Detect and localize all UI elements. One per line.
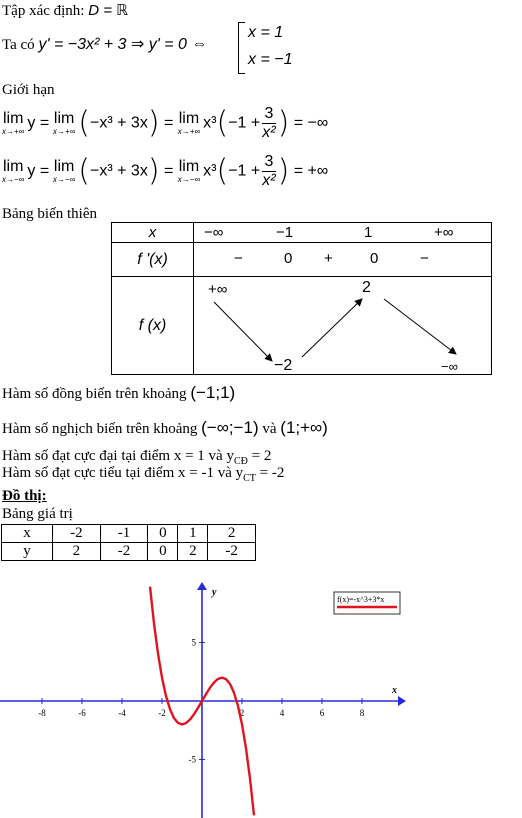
derivative-expr: y' = −3x² + 3 ⇒ y' = 0 ⇔ [38,36,208,53]
vt-sign-2: + [324,250,333,267]
vt2-y-cell: 2 [53,543,101,561]
vt-f-row [194,277,492,375]
fraction: $\frac{3}{\text{x²}}$ [262,105,276,142]
limit-row-minus: lim x→−∞ y = lim x→−∞ (−x³ + 3x) = lim x→−∞ x³(−1 + $\frac{3}{\text{x²}}$ ) = +∞ [2,153,329,190]
vt-x-label: x [112,223,194,243]
solution-x1: x = 1 [248,24,284,41]
derivative-prefix: Ta có [2,37,35,53]
max-line: Hàm số đạt cực đại tại điểm x = 1 và $y_{CĐ} = 2$ [2,448,272,467]
value-table-heading: Bảng giá trị [2,506,73,522]
derivative-line [2,36,207,54]
y-tick-label: -5 [188,754,196,765]
x-tick-label: -6 [78,708,86,718]
decreasing-line: Hàm số nghịch biến trên khoảng (−∞;−1) và (1;+∞) [2,418,328,437]
limits-heading: Giới hạn [2,82,55,98]
x-axis-label: x [392,685,397,696]
x-tick-label: -8 [38,708,46,718]
vt-sign-row [194,243,492,277]
domain-line [2,2,128,20]
decreasing-interval-2: (1;+∞) [280,418,328,437]
variation-heading: Bảng biến thiên [2,206,97,222]
vt2-y-cell: -2 [100,543,148,561]
limit-result-1: −∞ [307,114,329,132]
x-tick-label: -4 [118,708,126,718]
x-tick-label: -2 [158,708,166,718]
vt-f-start: +∞ [208,281,228,298]
vt2-x-label: x [2,525,53,543]
value-table [1,524,256,561]
y-axis-arrow [197,582,207,590]
vt-x-1: −1 [276,224,294,241]
vt2-x-cell: -2 [53,525,101,543]
vt-sign-1: 0 [284,250,293,267]
x-tick-label: 4 [279,708,285,718]
increasing-line: Hàm số đồng biến trên khoảng (−1;1) [2,383,236,402]
x-tick-label: 6 [319,708,325,718]
vt2-y-cell: -2 [208,543,256,561]
function-graph [0,582,522,818]
limit-row-plus: lim x→+∞ y = lim x→+∞ (−x³ + 3x) = lim x→+∞ x³(−1 + $\frac{3}{\text{x²}}$ ) = −∞ [2,105,329,142]
vt-sign-3: 0 [370,250,379,267]
vt2-y-label: y [2,543,53,561]
x-tick-label: 2 [239,708,245,718]
vt2-x-cell: 0 [148,525,178,543]
lim-factored: lim x→−∞ [177,158,201,185]
x-tick-label: 8 [359,708,365,718]
domain-label: Tập xác định: [2,3,85,19]
lim-factored: lim x→+∞ [177,110,201,137]
vt-x-row [194,223,492,243]
vt-x-0: −∞ [204,224,224,241]
vt-f-max: 2 [362,279,371,296]
vt-sign-0: − [234,250,243,267]
vt2-y-cell: 0 [148,543,178,561]
vt2-x-cell: 1 [178,525,208,543]
vt-f-end: −∞ [441,359,458,374]
arrow-up [302,299,362,357]
limit-result-2: +∞ [307,162,329,180]
lim-poly: lim x→−∞ [52,158,76,185]
solution-x2: x = −1 [248,51,293,68]
graph-heading: Đồ thị: [2,488,47,504]
min-line: Hàm số đạt cực tiểu tại điểm x = -1 và $y_{CT} = -2$ [2,465,285,484]
y-tick-label: 5 [191,637,196,648]
vt2-x-cell: 2 [208,525,256,543]
vt-sign-4: − [420,250,429,267]
vt-x-3: +∞ [434,224,454,241]
lim-poly: lim x→+∞ [52,110,76,137]
vt2-y-cell: 2 [178,543,208,561]
lim-y: lim x→−∞ [2,158,25,185]
legend-label: f(x)=-x^3+3*x [337,595,385,604]
vt-f-label: f (x) [112,277,194,375]
y-axis-label: y [212,587,217,598]
vt-arrows [194,277,484,375]
lim-y: lim x→+∞ [2,110,25,137]
arrow-down-2 [384,299,456,354]
legend [334,592,400,614]
vt-x-2: 1 [364,224,373,241]
fraction: $\frac{3}{\text{x²}}$ [262,153,276,190]
vt2-x-cell: -1 [100,525,148,543]
x-axis-arrow [398,696,406,706]
variation-table [111,222,492,375]
vt-fprime-label: f '(x) [112,243,194,277]
decreasing-interval-1: (−∞;−1) [201,418,259,437]
increasing-interval: (−1;1) [190,383,236,402]
system-bracket [238,22,245,74]
domain-expr: D = ℝ [88,2,129,19]
vt-f-min: −2 [274,357,293,374]
arrow-down-1 [214,302,272,361]
